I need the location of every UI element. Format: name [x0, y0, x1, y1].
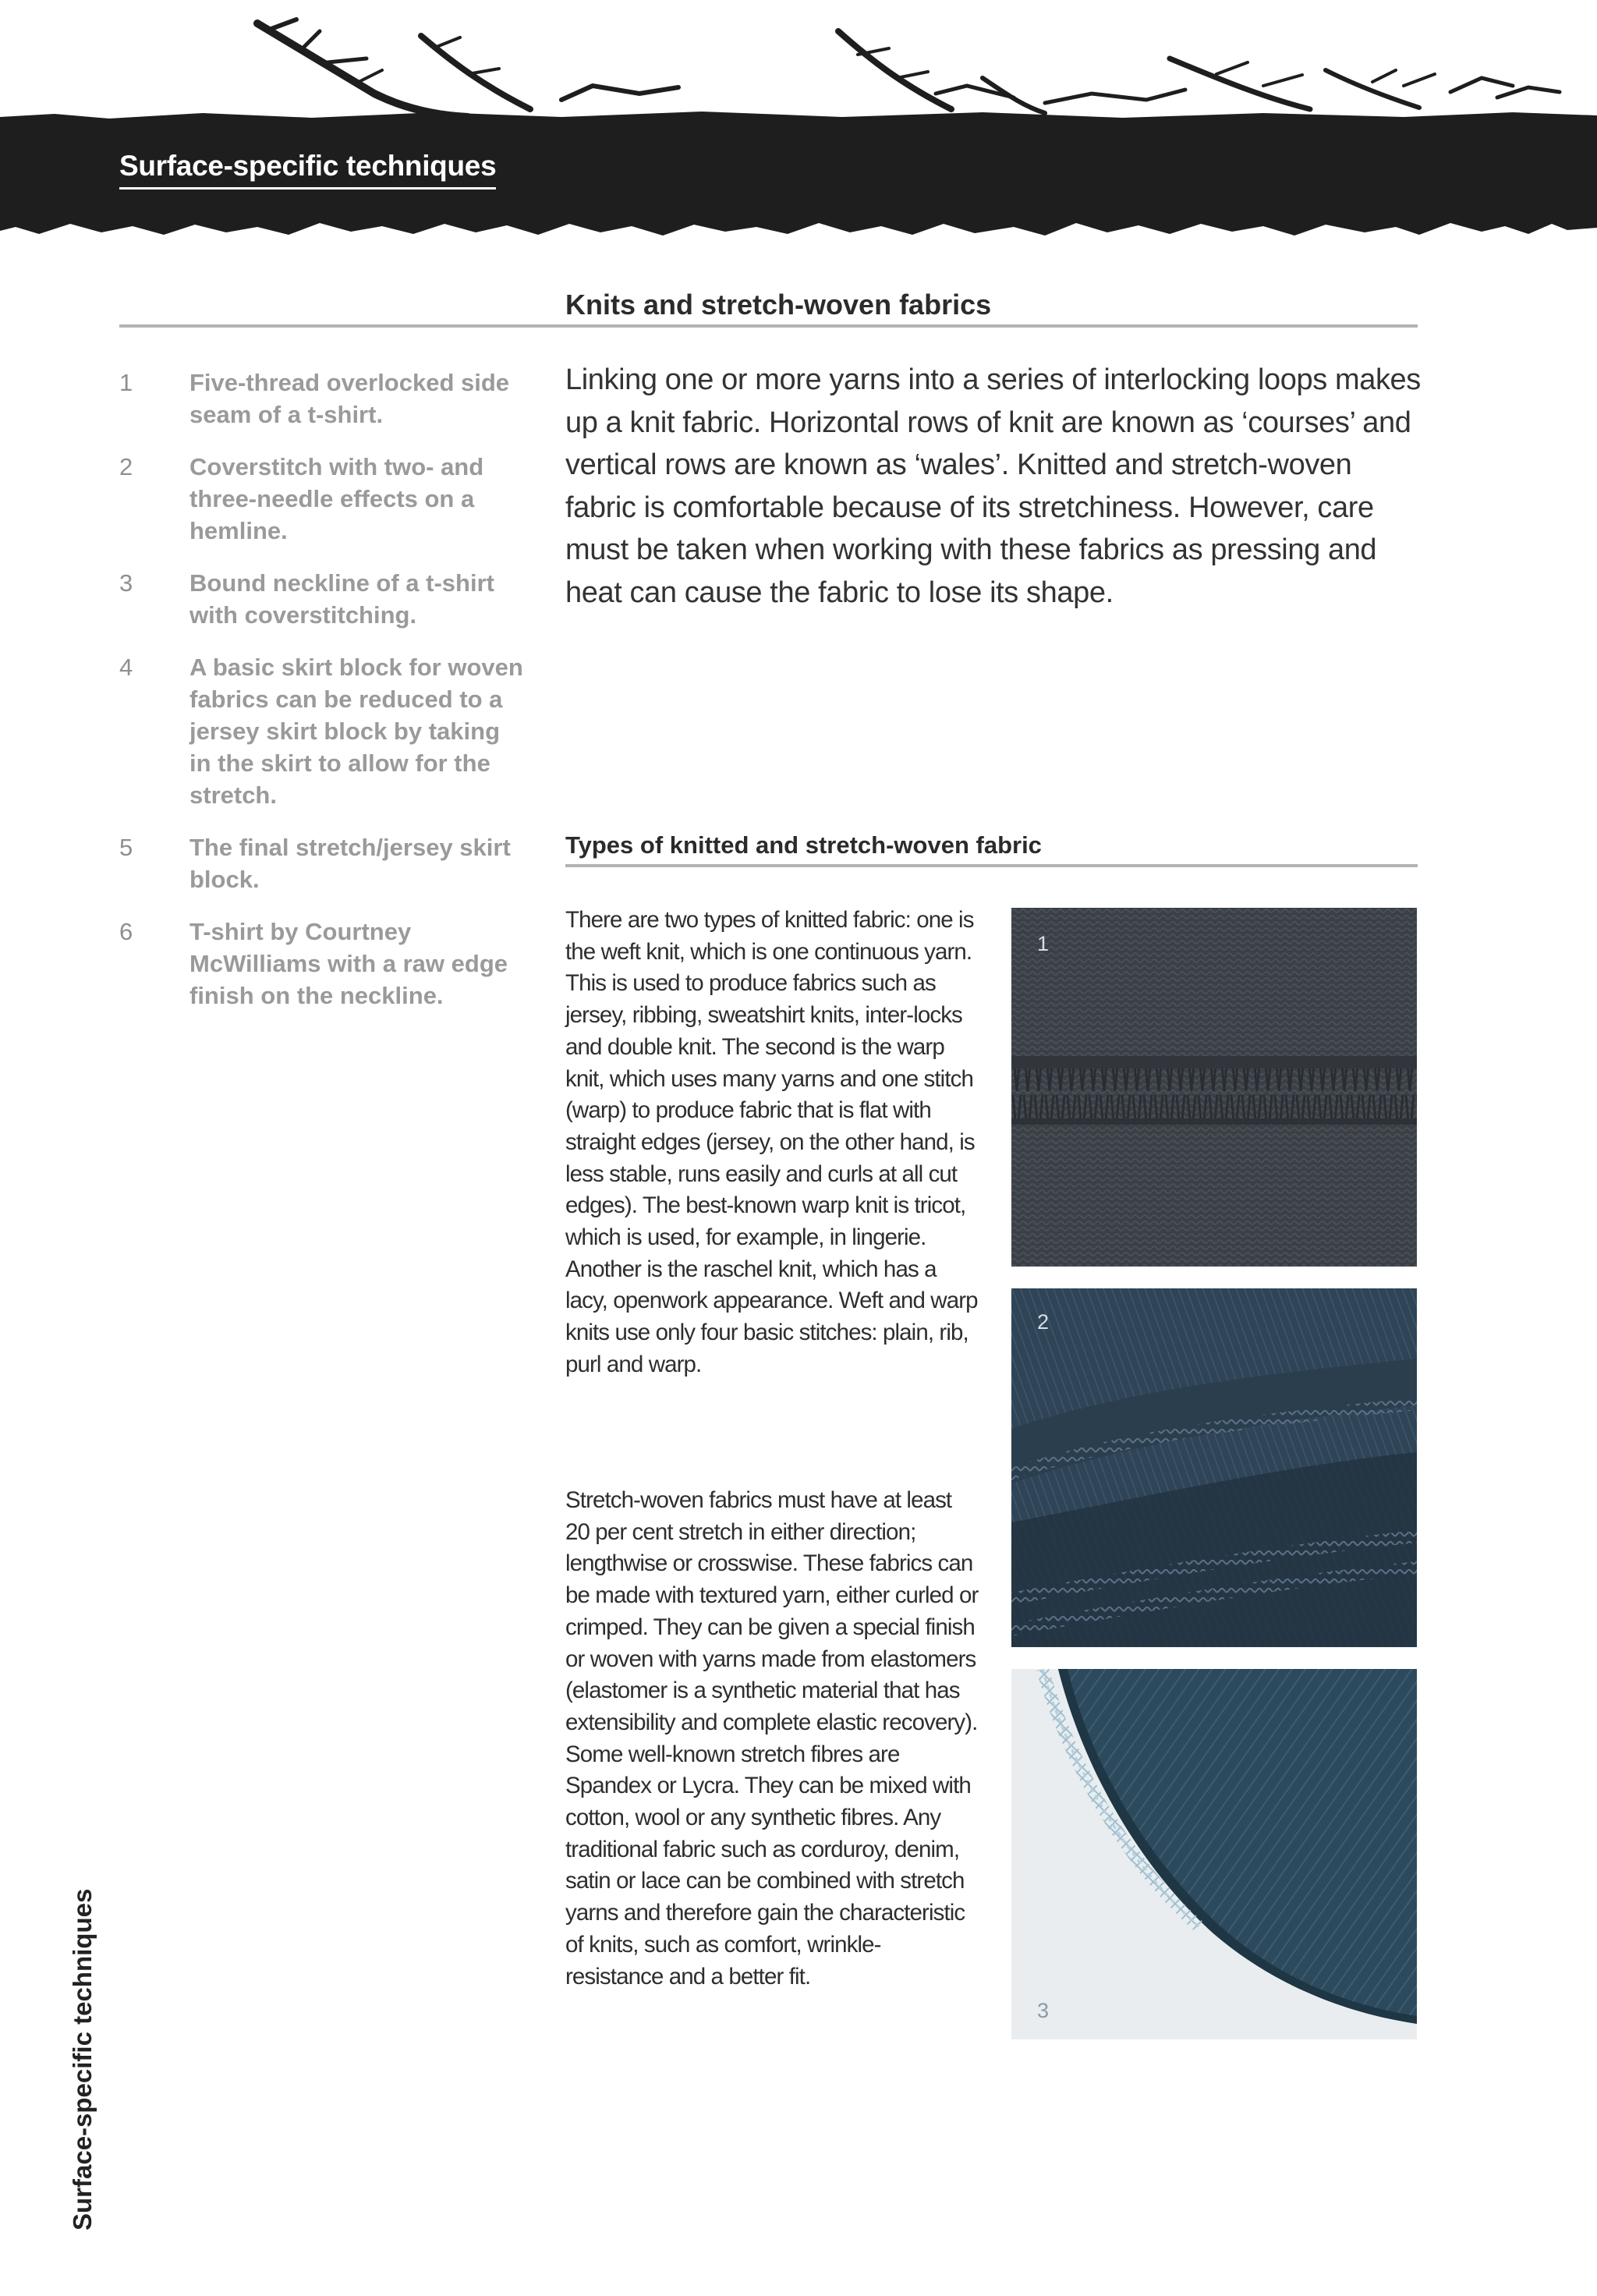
caption-number: 3	[119, 569, 133, 597]
caption-text: Bound neckline of a t-shirt with coverstitching.	[189, 569, 494, 629]
header-band	[0, 0, 1597, 257]
caption-number: 5	[119, 834, 133, 861]
caption-item	[119, 451, 525, 547]
caption-text: Five-thread overlocked side seam of a t-shirt.	[189, 369, 510, 428]
caption-number: 1	[119, 369, 133, 396]
overlock-seam-photo	[1011, 908, 1417, 1267]
caption-item	[119, 916, 525, 1012]
caption-number: 4	[119, 654, 133, 681]
photo-label-3: 3	[1037, 1999, 1050, 2022]
caption-item	[119, 567, 525, 631]
body-paragraph-2: Stretch-woven fabrics must have at least 20 per cent stretch in either direction; lengthwise or crosswise. These fabrics can be made with textured yarn, either curled or crimped. They can be given a special finish or woven with yarns made from elastomers (elastomer is a synthetic material that has extensibility and complete elastic recovery). Some well-known stretch fibres are Spandex or Lycra. They can be mixed with cotton, wool or any synthetic fibres. Any traditional fabric such as corduroy, denim, satin or lace can be combined with stretch yarns and therefore gain the characteristic of knits, such as comfort, wrinkle-resistance and a better fit.	[565, 1487, 979, 1990]
caption-list	[119, 367, 525, 1032]
bound-neckline-photo	[1011, 1669, 1417, 2039]
caption-text: The final stretch/jersey skirt block.	[189, 834, 511, 893]
subsection-title: Types of knitted and stretch-woven fabric	[565, 831, 1042, 859]
intro-paragraph: Linking one or more yarns into a series of interlocking loops makes up a knit fabric. Horizontal rows of knit are known as ‘courses’ and vertical rows are known as ‘wales’. Knitted and stretch-woven fabric is comfortable because of its stretchiness. However, care must be taken when working with these fabrics as pressing and heat can cause the fabric to lose its shape.	[565, 363, 1421, 609]
caption-text: A basic skirt block for woven fabrics can be reduced to a jersey skirt block by taking in the skirt to allow for the stretch.	[189, 654, 523, 809]
photo-label-1: 1	[1037, 932, 1050, 955]
subsection-rule	[565, 864, 1418, 867]
section-title: Knits and stretch-woven fabrics	[565, 289, 992, 321]
caption-text: T-shirt by Courtney McWilliams with a raw edge finish on the neckline.	[189, 918, 508, 1009]
header-title: Surface-specific techniques	[119, 148, 496, 190]
caption-number: 2	[119, 453, 133, 480]
photo-label-2: 2	[1037, 1310, 1050, 1334]
section-rule	[119, 324, 1418, 328]
caption-item	[119, 831, 525, 895]
caption-text: Coverstitch with two- and three-needle effects on a hemline.	[189, 453, 484, 544]
coverstitch-hem-photo	[1011, 1288, 1417, 1647]
caption-item	[119, 651, 525, 811]
caption-number: 6	[119, 918, 133, 945]
caption-item	[119, 367, 525, 430]
vertical-section-label: Surface-specific techniques	[68, 1888, 97, 2230]
body-paragraph-1: There are two types of knitted fabric: one is the weft knit, which is one continuous yarn. This is used to produce fabrics such as jersey, ribbing, sweatshirt knits, inter-locks and double knit. The second is the warp knit, which uses many yarns and one stitch (warp) to produce fabric that is flat with straight edges (jersey, on the other hand, is less stable, runs easily and curls at all cut edges). The best-known warp knit is tricot, which is used, for example, in lingerie. Another is the raschel knit, which has a lacy, openwork appearance. Weft and warp knits use only four basic stitches: plain, rib, purl and warp.	[565, 907, 978, 1377]
